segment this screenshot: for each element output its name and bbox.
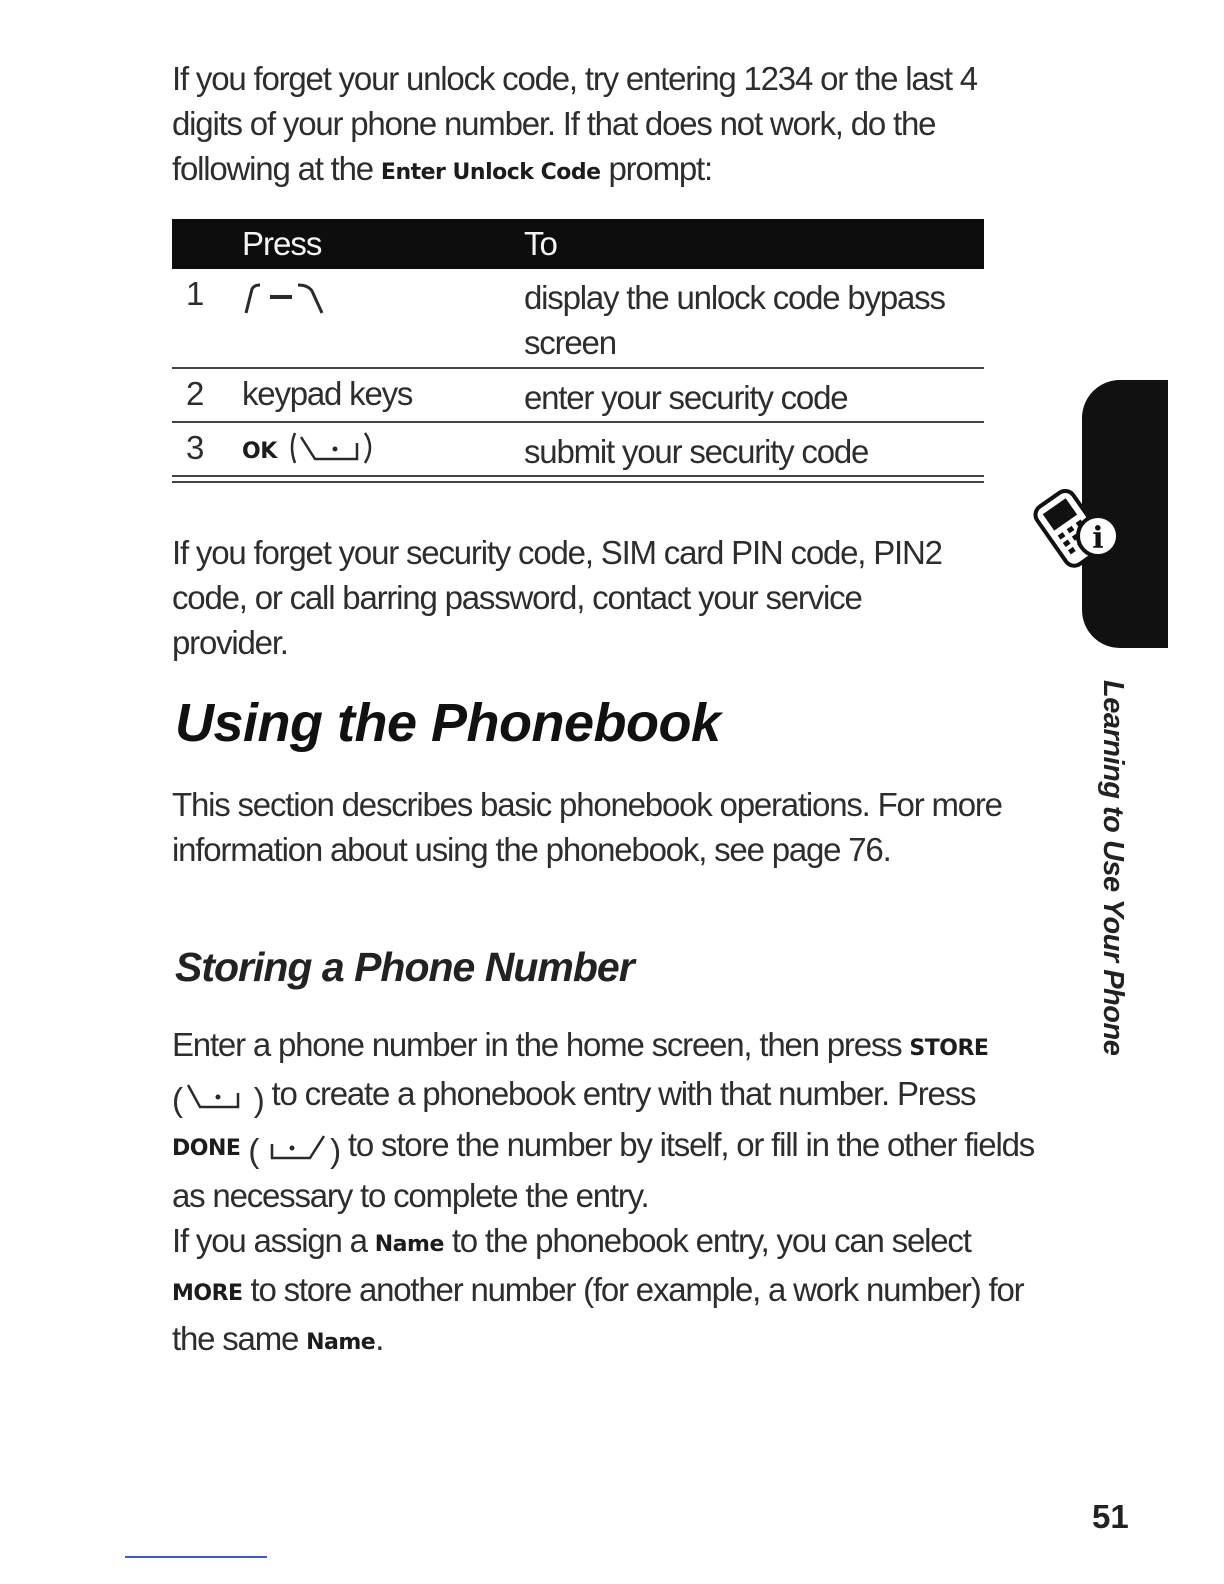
action-text: display the unlock code bypass screen xyxy=(524,279,945,361)
table-bottom-rule xyxy=(172,481,984,483)
store-paragraph xyxy=(172,1022,1042,1218)
menu-key-icon xyxy=(242,283,326,323)
intro-paragraph xyxy=(172,56,1042,195)
header-press: Press xyxy=(242,225,322,262)
unlock-code-prompt: Enter Unlock Code xyxy=(380,160,601,185)
ok-key-label: OK xyxy=(242,439,277,464)
svg-text:i: i xyxy=(1092,521,1104,556)
table-row xyxy=(172,423,984,477)
intro-text: If you forget your unlock code, try entering 1234 or the last 4 digits of your phone number. If that does not work, do the following at the xyxy=(172,60,977,187)
section-subtitle: Storing a Phone Number xyxy=(175,944,634,990)
intro-text-end: prompt: xyxy=(600,150,712,187)
footer-rule xyxy=(125,1556,267,1558)
action-text: enter your security code xyxy=(524,379,848,416)
left-soft-key-icon: ( ) xyxy=(248,1132,340,1169)
right-soft-key-icon: ( ) xyxy=(172,1081,264,1118)
name-text: If you assign a xyxy=(172,1222,375,1259)
store-text: Enter a phone number in the home screen, then press xyxy=(172,1026,910,1063)
table-row xyxy=(172,369,984,423)
page-number: 51 xyxy=(1092,1498,1129,1535)
unlock-bypass-table xyxy=(172,219,984,483)
phone-info-icon xyxy=(1016,470,1142,585)
table-header xyxy=(172,219,984,269)
phonebook-paragraph: This section describes basic phonebook operations. For more information about using the phonebook, see page 76. xyxy=(172,786,1002,868)
more-key-label: MORE xyxy=(172,1281,243,1306)
done-key-label: DONE xyxy=(172,1136,241,1161)
right-soft-key-icon xyxy=(285,429,381,473)
action-text: submit your security code xyxy=(524,433,869,470)
name-text: to store another number (for example, a work number) for the same xyxy=(172,1271,1024,1357)
security-paragraph: If you forget your security code, SIM card PIN code, PIN2 code, or call barring password, contact your service provider. xyxy=(172,534,942,661)
step-number: 2 xyxy=(186,375,204,412)
name-field-label: Name xyxy=(306,1330,376,1355)
step-number: 1 xyxy=(186,275,204,312)
store-key-label: STORE xyxy=(909,1036,989,1061)
chapter-title: Learning to Use Your Phone xyxy=(1097,680,1129,1056)
store-text: to create a phonebook entry with that number. Press xyxy=(263,1075,976,1112)
name-field-label: Name xyxy=(374,1232,444,1257)
name-paragraph xyxy=(172,1218,1042,1365)
page-title: Using the Phonebook xyxy=(175,693,721,753)
name-text: to the phonebook entry, you can select xyxy=(443,1222,971,1259)
table-row xyxy=(172,269,984,369)
press-cell xyxy=(242,429,381,473)
press-text: keypad keys xyxy=(242,375,413,412)
header-to: To xyxy=(524,225,557,262)
name-text: . xyxy=(375,1320,384,1357)
step-number: 3 xyxy=(186,429,204,466)
store-text: to store the number by itself, or fill in the other fields as necessary to complete the entry. xyxy=(172,1126,1035,1214)
